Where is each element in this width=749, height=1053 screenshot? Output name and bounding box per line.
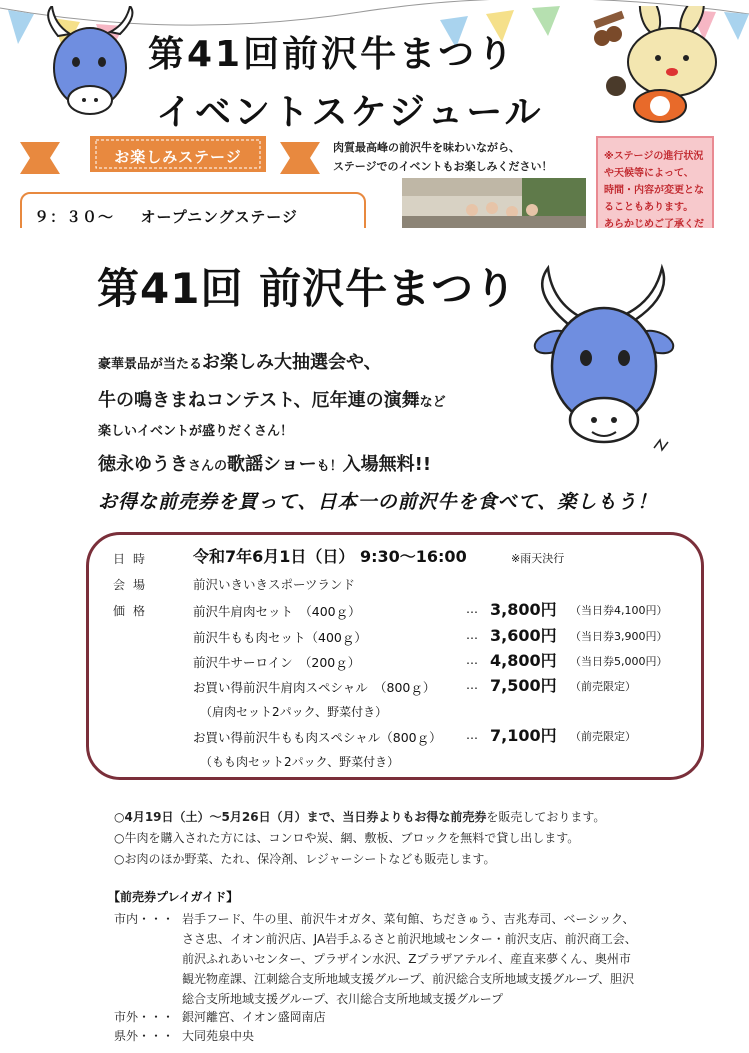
stage-label: お楽しみステージ <box>114 148 242 166</box>
product-price: 3,800円 <box>490 600 557 619</box>
product-sub: （肩肉セット2パック、野菜付き） <box>200 705 388 719</box>
playguide-pref-value: 大同苑泉中央 <box>182 1029 255 1043</box>
schedule-row <box>34 206 298 227</box>
highlight-show <box>98 450 431 476</box>
product-name: 前沢牛肩肉セット （400ｇ） <box>193 604 361 619</box>
product-dots: … <box>466 602 478 616</box>
highlight-text: も！ <box>316 459 343 474</box>
notice-line: ることもあります。 <box>604 202 694 213</box>
cow-mascot-icon <box>40 6 140 118</box>
playguide-city-line: 前沢ふれあいセンター、プラザイン水沢、Zプラザアテルイ、産直来夢くん、奥州市 <box>182 952 631 966</box>
product-name: 前沢牛サーロイン （200ｇ） <box>193 655 361 670</box>
playguide-city-line: 岩手フード、牛の里、前沢牛オガタ、菜旬館、ちだきゅう、吉兆寿司、ベーシック、 <box>182 912 635 926</box>
notice-line: や天候等によって、 <box>604 168 694 179</box>
schedule-poster-strip <box>0 0 749 228</box>
tagline: お得な前売券を買って、日本一の前沢牛を食べて、楽しもう！ <box>98 491 658 513</box>
product-note: （当日券3,900円） <box>570 630 668 643</box>
schedule-title-line1: 第41回前沢牛まつり <box>148 34 517 75</box>
product-price: 3,600円 <box>490 626 557 645</box>
highlight-text: 徳永ゆうき <box>98 454 188 475</box>
venue-label: 会場 <box>113 578 154 592</box>
product-dots: … <box>466 653 478 667</box>
playguide-city-label: 市内・・・ <box>114 912 175 926</box>
highlight-text: さんの <box>188 459 228 474</box>
product-dots: … <box>466 678 478 692</box>
highlight-text: 豪華景品が当たる <box>98 357 203 372</box>
product-name: お買い得前沢牛肩肉スペシャル （800ｇ） <box>193 680 436 695</box>
product-name: 前沢牛もも肉セット（400ｇ） <box>193 630 367 645</box>
stage-intro <box>333 138 553 176</box>
schedule-notice-box <box>596 136 714 228</box>
cow-mascot-large-icon <box>522 262 682 462</box>
notice-line: 時間・内容が変更とな <box>604 185 704 196</box>
price-label: 価格 <box>113 604 154 618</box>
highlight-events <box>98 420 293 439</box>
schedule-time: ９：３０～ <box>34 208 115 226</box>
playguide-outside-value: 銀河離宮、イオン盛岡南店 <box>182 1010 326 1024</box>
schedule-title-line2: イベントスケジュール <box>156 92 544 133</box>
playguide-city-line: 総合支所地域支援グループ、衣川総合支所地域支援グループ <box>182 992 504 1006</box>
stage-photo <box>402 178 586 228</box>
date-value: 令和7年6月1日（日） 9:30～16:00 <box>193 547 467 566</box>
notice-rental: ○牛肉を購入された方には、コンロや炭、網、敷板、ブロックを無料で貸し出します。 <box>114 831 580 845</box>
notice-advance-sale <box>114 808 605 825</box>
playguide-outside-label: 市外・・・ <box>114 1010 175 1024</box>
highlight-contest <box>98 386 446 412</box>
product-note: （前売限定） <box>570 730 636 743</box>
highlight-text: など <box>419 395 446 410</box>
highlight-text: 楽しいイベントが盛りだくさん！ <box>98 424 294 439</box>
notice-line: あらかじめご了承くだ <box>604 219 704 228</box>
date-label: 日時 <box>113 552 154 566</box>
product-price: 7,500円 <box>490 676 557 695</box>
highlight-text: お楽しみ大抽選会や、 <box>202 352 382 373</box>
highlight-lottery <box>98 348 382 374</box>
product-note: （前売限定） <box>570 680 636 693</box>
notice-bold: ○4月19日（土）～5月26日（月）まで、当日券よりもお得な前売券 <box>114 810 487 824</box>
product-dots: … <box>466 628 478 642</box>
highlight-text: 牛の鳴きまねコンテスト、厄年連の演舞 <box>98 390 420 411</box>
notice-text: を販売しております。 <box>486 810 606 824</box>
venue-value: 前沢いきいきスポーツランド <box>193 577 356 592</box>
date-note: ※雨天決行 <box>511 552 565 565</box>
product-price: 4,800円 <box>490 651 557 670</box>
product-price: 7,100円 <box>490 726 557 745</box>
playguide-title: 【前売券プレイガイド】 <box>108 890 239 904</box>
playguide-pref-label: 県外・・・ <box>114 1029 175 1043</box>
stage-intro-line: 肉質最高峰の前沢牛を味わいながら、 <box>333 141 520 154</box>
playguide-city-line: 観光物産課、江刺総合支所地域支援グループ、前沢総合支所地域支援グループ、胆沢 <box>182 972 635 986</box>
playguide-city-line: ささ忠、イオン前沢店、JA岩手ふるさと前沢地域センター・前沢支店、前沢商工会、 <box>182 932 637 946</box>
highlight-text: 入場無料!! <box>342 454 432 475</box>
rabbit-mascot-icon <box>588 6 728 126</box>
main-title: 第41回 前沢牛まつり <box>97 264 518 313</box>
product-name: お買い得前沢牛もも肉スペシャル（800ｇ） <box>193 730 442 745</box>
product-note: （当日券4,100円） <box>570 604 668 617</box>
schedule-event: オープニングステージ <box>140 208 298 226</box>
product-sub: （もも肉セット2パック、野菜付き） <box>200 755 400 769</box>
highlight-text: 歌謡ショー <box>227 454 317 475</box>
product-dots: … <box>466 728 478 742</box>
product-note: （当日券5,000円） <box>570 655 668 668</box>
notice-sales: ○お肉のほか野菜、たれ、保冷剤、レジャーシートなども販売します。 <box>114 852 496 866</box>
stage-intro-line: ステージでのイベントもお楽しみください！ <box>333 160 553 173</box>
notice-line: ※ステージの進行状況 <box>604 151 704 162</box>
